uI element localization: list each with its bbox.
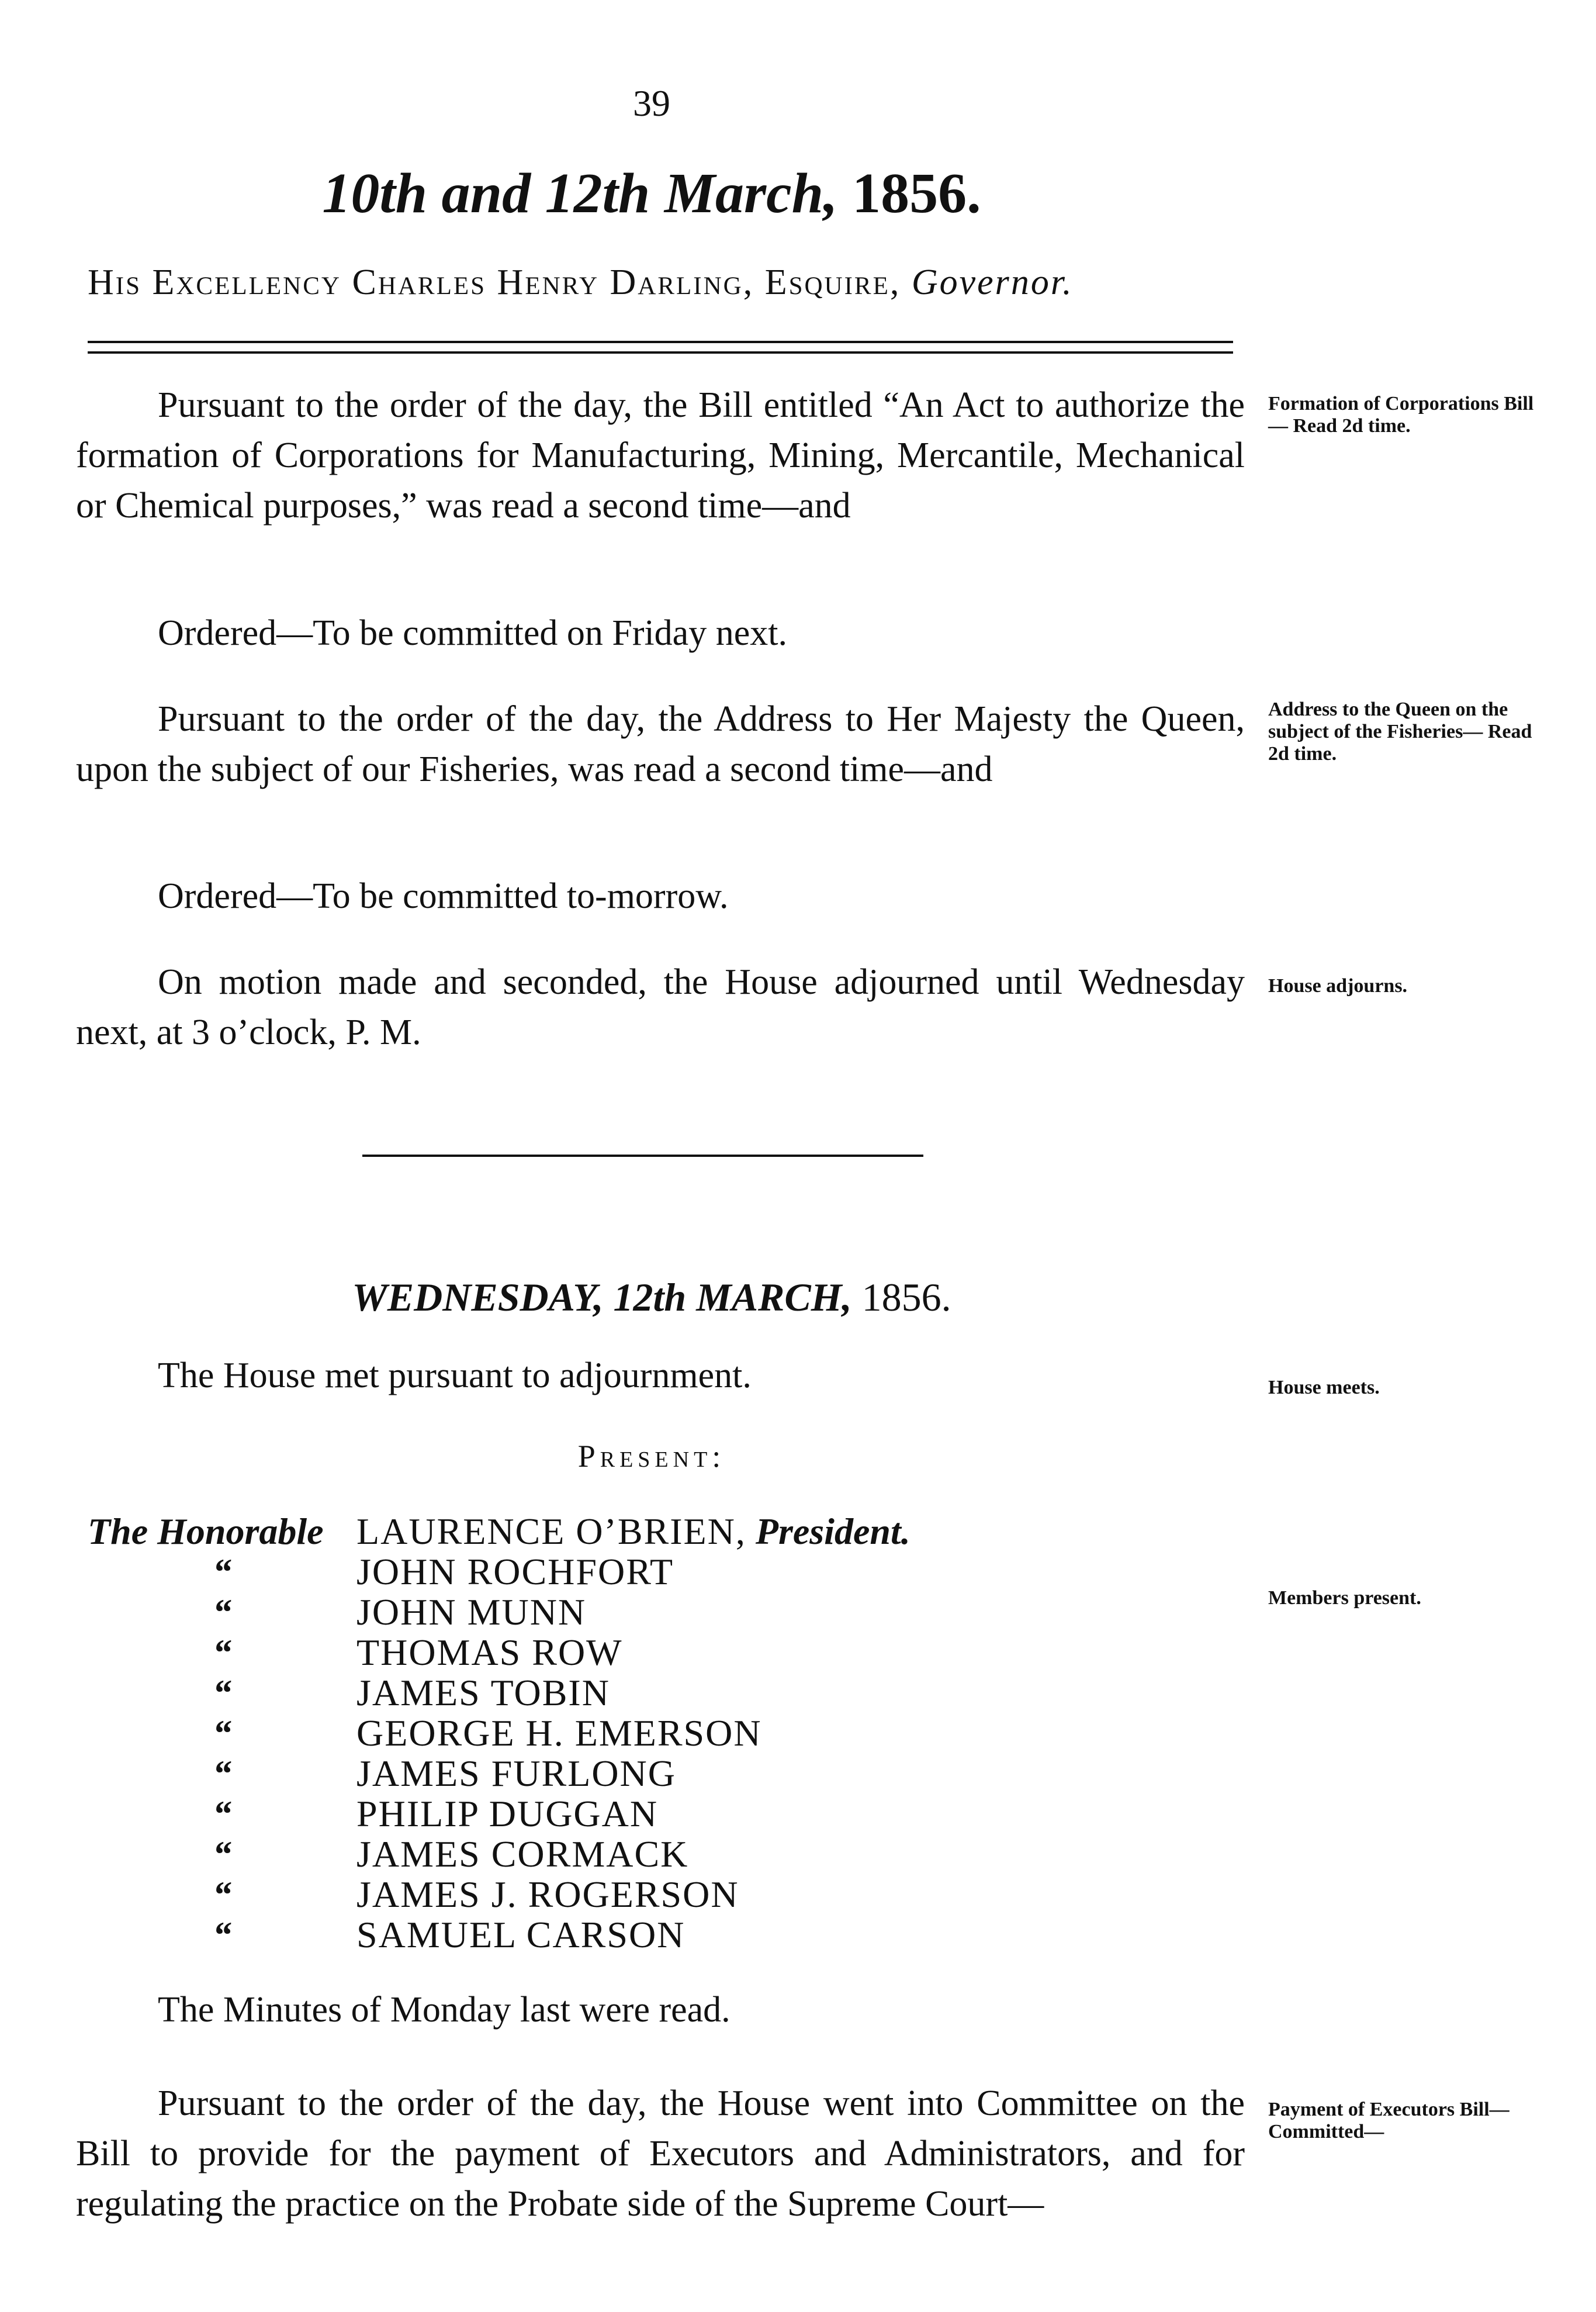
- member-name: JAMES J. ROGERSON: [356, 1874, 739, 1915]
- member-row: [88, 1511, 910, 1551]
- member-name: PHILIP DUGGAN: [356, 1793, 659, 1834]
- session-dates: 10th and 12th March,: [322, 162, 838, 225]
- page-number: 39: [633, 82, 670, 124]
- member-prefix: “: [213, 1591, 231, 1633]
- present-label: Present:: [577, 1439, 726, 1474]
- member-name: JAMES TOBIN: [356, 1672, 610, 1713]
- adjournment-margin-note: House adjourns.: [1268, 975, 1408, 997]
- corporations-bill-margin-note: Formation of Corporations Bill— Read 2d time.: [1268, 393, 1534, 437]
- member-title: President.: [755, 1511, 910, 1552]
- member-prefix: “: [213, 1833, 231, 1875]
- governor-title: Governor.: [911, 262, 1074, 302]
- member-prefix: “: [213, 1551, 231, 1592]
- member-prefix: “: [213, 1793, 231, 1834]
- corporations-bill-order: Ordered—To be committed on Friday next.: [158, 613, 787, 653]
- member-row: [88, 1672, 910, 1713]
- member-prefix: “: [213, 1632, 231, 1673]
- house-meets-paragraph: The House met pursuant to adjournment.: [158, 1356, 752, 1395]
- member-prefix: “: [213, 1753, 231, 1794]
- section-divider: [362, 1155, 923, 1157]
- member-prefix: “: [213, 1712, 231, 1754]
- governor-line: [88, 262, 1256, 303]
- corporations-bill-paragraph: Pursuant to the order of the day, the Bill entitled “An Act to authorize the formation of Corporations for Manufacturing, Mining, Mercantile, Mechanical or Chemical purposes,” was read a second time—and: [76, 385, 1245, 526]
- executors-bill-paragraph: Pursuant to the order of the day, the House went into Committee on the Bill to provide for the payment of Executors and Administrators, and for regulating the practice on the Probate side of the Supreme Court—: [76, 2083, 1245, 2224]
- wednesday-date: WEDNESDAY, 12th MARCH,: [352, 1275, 852, 1319]
- members-list: [88, 1511, 910, 1955]
- wednesday-date-heading: [0, 1274, 1303, 1321]
- member-prefix: “: [213, 1914, 231, 1955]
- member-name: SAMUEL CARSON: [356, 1914, 686, 1955]
- member-name: JOHN ROCHFORT: [356, 1551, 674, 1592]
- minutes-paragraph: The Minutes of Monday last were read.: [158, 1990, 731, 2030]
- member-prefix: “: [213, 1874, 231, 1915]
- member-row: [88, 1793, 910, 1834]
- member-name: JAMES CORMACK: [356, 1833, 689, 1875]
- house-meets-margin-note: House meets.: [1268, 1377, 1380, 1398]
- member-row: [88, 1753, 910, 1793]
- fisheries-address-order: Ordered—To be committed to-morrow.: [158, 876, 729, 916]
- wednesday-year: 1856.: [861, 1275, 951, 1319]
- member-name: LAURENCE O’BRIEN,: [356, 1511, 746, 1552]
- governor-name: His Excellency Charles Henry Darling, Esquire,: [88, 262, 901, 302]
- adjournment-paragraph: On motion made and seconded, the House adjourned until Wednesday next, at 3 o’clock, P. M.: [76, 962, 1245, 1052]
- member-row: [88, 1713, 910, 1753]
- session-title: [0, 161, 1303, 226]
- member-row: [88, 1632, 910, 1672]
- member-prefix: The Honorable: [88, 1511, 324, 1552]
- member-row: [88, 1592, 910, 1632]
- member-name: JOHN MUNN: [356, 1591, 587, 1633]
- member-name: GEORGE H. EMERSON: [356, 1712, 762, 1754]
- member-row: [88, 1834, 910, 1874]
- member-row: [88, 1914, 910, 1955]
- member-row: [88, 1874, 910, 1914]
- member-prefix: “: [213, 1672, 231, 1713]
- double-rule-divider: [88, 341, 1233, 354]
- fisheries-address-margin-note: Address to the Queen on the subject of the Fisheries— Read 2d time.: [1268, 699, 1532, 765]
- member-name: JAMES FURLONG: [356, 1753, 676, 1794]
- fisheries-address-paragraph: Pursuant to the order of the day, the Address to Her Majesty the Queen, upon the subject of our Fisheries, was read a second time—and: [76, 699, 1245, 789]
- session-year: 1856.: [852, 162, 981, 225]
- members-present-margin-note: Members present.: [1268, 1587, 1421, 1609]
- member-name: THOMAS ROW: [356, 1632, 623, 1673]
- executors-bill-margin-note: Payment of Executors Bill— Committed—: [1268, 2099, 1510, 2142]
- member-row: [88, 1551, 910, 1592]
